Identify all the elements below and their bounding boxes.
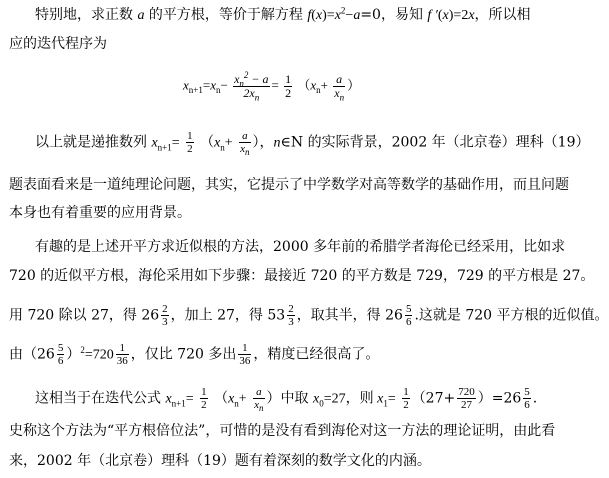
var-x: x — [254, 399, 260, 411]
var-f-prime: f ′ — [427, 8, 438, 23]
fraction-half — [200, 386, 208, 411]
text-span: =0，易知 — [360, 7, 428, 23]
text-span: （27+ — [411, 390, 456, 407]
denominator: 3 — [288, 316, 294, 328]
var-x: x — [240, 143, 246, 155]
paren: （ — [214, 390, 229, 407]
fraction — [405, 303, 413, 328]
fraction — [233, 70, 269, 103]
text-span: − — [345, 8, 354, 23]
var-x: x — [334, 8, 341, 23]
denominator-text: 2x — [243, 86, 255, 100]
text-span: 由（26 — [9, 346, 55, 363]
iteration-formula — [183, 70, 361, 103]
text-line — [35, 130, 590, 158]
var-x: x — [315, 8, 323, 23]
text-span: ，所以相 — [474, 7, 531, 23]
text-span: ，取其半，得 26 — [296, 307, 403, 324]
numerator: 1 — [201, 386, 207, 398]
fraction — [116, 342, 129, 367]
denominator: 2 — [403, 399, 409, 411]
denominator: 3 — [162, 316, 168, 328]
denominator: 36 — [239, 355, 251, 367]
numerator: 1 — [187, 130, 193, 142]
text-span: )=2 — [448, 8, 469, 23]
subscript: n — [339, 92, 345, 103]
text-span: ，加上 27，得 53 — [170, 307, 286, 324]
var-x: x — [228, 391, 235, 407]
numerator: 1 — [403, 386, 409, 398]
text-span: 特别地，求正数 — [35, 7, 138, 23]
numerator: 1 — [238, 342, 251, 355]
numerator: 720 — [458, 386, 475, 398]
denominator: 36 — [116, 355, 128, 367]
exponent: 2 — [80, 344, 85, 355]
text-span: )= — [322, 8, 335, 23]
var-x: x — [151, 135, 158, 151]
var-f: f — [307, 8, 312, 23]
denominator — [333, 86, 345, 103]
equals: = — [185, 391, 194, 407]
text-span: ，仅比 720 多出 — [130, 346, 237, 363]
fraction — [523, 386, 531, 411]
var-x: x — [310, 77, 317, 93]
text-span: ∈N 的实际背景，2002 年（北京卷）理科（19） — [280, 134, 590, 151]
text-span: 用 720 除以 27，得 26 — [9, 307, 160, 324]
text-line: 应的迭代程序为 — [9, 36, 107, 52]
numerator: 5 — [57, 342, 64, 354]
minus: − — [220, 77, 228, 93]
equals: = — [202, 77, 211, 93]
plus: + — [224, 135, 233, 151]
var-x: x — [377, 391, 384, 407]
text-span: =720 — [84, 347, 114, 363]
text-line: 720 的近似平方根，海伦采用如下步骤：最接近 720 的平方数是 729，729 的平方根是 27。 — [9, 268, 595, 284]
equals: = — [271, 77, 279, 93]
text-line — [35, 5, 531, 23]
subscript: n — [234, 398, 239, 409]
numerator: 1 — [285, 72, 292, 86]
numerator-rest: − a — [248, 72, 269, 86]
var-a: a — [353, 8, 361, 23]
numerator — [233, 70, 269, 89]
var-x: x — [183, 77, 189, 93]
denominator: 6 — [405, 316, 412, 328]
var-x: x — [468, 8, 475, 23]
fraction — [457, 386, 476, 411]
subscript: n — [254, 92, 260, 103]
paren: （ — [200, 134, 215, 151]
text-span: .这就是 720 平方根的近似值。 — [414, 307, 609, 324]
text-span: ）中取 — [266, 390, 313, 407]
subscript: n — [239, 78, 244, 89]
numerator: 5 — [524, 386, 530, 398]
fraction — [287, 303, 295, 328]
var-x: x — [210, 77, 216, 93]
denominator: 2 — [201, 399, 207, 411]
equals: = — [171, 135, 180, 151]
paren: ）， — [252, 134, 274, 151]
var-x: x — [165, 391, 172, 407]
subscript: n — [259, 403, 264, 414]
var-x: x — [334, 86, 340, 100]
text-line — [9, 303, 609, 328]
text-span: ）=26 — [477, 390, 522, 407]
fraction-a-over-x — [253, 386, 264, 414]
text-line: 本身也有着重要的应用背景。 — [9, 205, 191, 221]
fraction-a-over-x — [239, 130, 250, 158]
var-x: x — [442, 8, 449, 23]
subscript: 0 — [319, 398, 324, 409]
fraction-a-over-x — [333, 72, 345, 103]
numerator: 5 — [405, 303, 412, 315]
text-line: 史称这个方法为“平方根倍位法”，可惜的是没有看到海伦对这一方法的理论证明，由此看 — [9, 423, 556, 439]
exponent: 2 — [340, 5, 346, 16]
denominator: 27 — [460, 399, 472, 411]
numerator: a — [253, 386, 264, 399]
text-line — [9, 342, 379, 367]
denominator: 6 — [57, 355, 64, 367]
subscript: n — [245, 147, 250, 158]
numerator: 2 — [162, 303, 168, 315]
var-n: n — [273, 135, 281, 151]
subscript: n+1 — [188, 85, 203, 96]
paren: ） — [347, 77, 361, 93]
subscript: n — [215, 85, 221, 96]
text-line: 有趣的是上述开平方求近似根的方法，2000 多年前的希腊学者海伦已经采用，比如求 — [35, 239, 566, 255]
plus: + — [320, 77, 328, 93]
numerator: 1 — [116, 342, 129, 355]
text-line: 题表面看来是一道纯理论问题，其实，它提示了中学数学对高等数学的基础作用，而且问题 — [9, 177, 569, 193]
subscript: 1 — [383, 398, 388, 409]
fraction — [57, 342, 65, 367]
text-line: 来，2002 年（北京卷）理科（19）题有着深刻的数学文化的内涵。 — [9, 453, 431, 469]
denominator: 2 — [285, 86, 292, 100]
var-x: x — [214, 135, 221, 151]
text-span: ，精度已经很高了。 — [253, 346, 380, 363]
subscript: n+1 — [171, 398, 186, 409]
numerator: a — [333, 73, 345, 87]
text-span: . — [532, 390, 538, 407]
plus: + — [238, 391, 247, 407]
var-x: x — [234, 72, 240, 86]
var-a: a — [137, 8, 145, 23]
subscript: n — [316, 85, 321, 96]
fraction-half — [284, 73, 292, 100]
numerator: a — [239, 130, 250, 143]
exponent: 2 — [243, 70, 249, 80]
numerator: 2 — [288, 303, 294, 315]
fraction-half — [402, 386, 410, 411]
text-span: 这相当于在迭代公式 — [35, 390, 166, 407]
fraction — [238, 342, 251, 367]
fraction-half — [186, 130, 194, 155]
denominator — [239, 143, 250, 158]
denominator: 2 — [187, 143, 193, 155]
text-span: 的平方根，等价于解方程 — [144, 7, 308, 23]
paren: （ — [297, 77, 311, 93]
var-x: x — [312, 391, 320, 407]
text-span: ） — [66, 346, 81, 363]
text-span: ( — [437, 8, 443, 23]
fraction — [161, 303, 169, 328]
text-span: 以上就是递推数列 — [35, 134, 152, 151]
subscript: n+1 — [157, 142, 172, 153]
denominator — [233, 86, 269, 103]
text-line — [35, 386, 538, 414]
denominator — [253, 399, 264, 414]
equals: = — [387, 391, 396, 407]
subscript: n — [220, 142, 225, 153]
text-span: ( — [311, 8, 316, 23]
text-span: =27，则 — [323, 391, 378, 407]
denominator: 6 — [524, 399, 530, 411]
